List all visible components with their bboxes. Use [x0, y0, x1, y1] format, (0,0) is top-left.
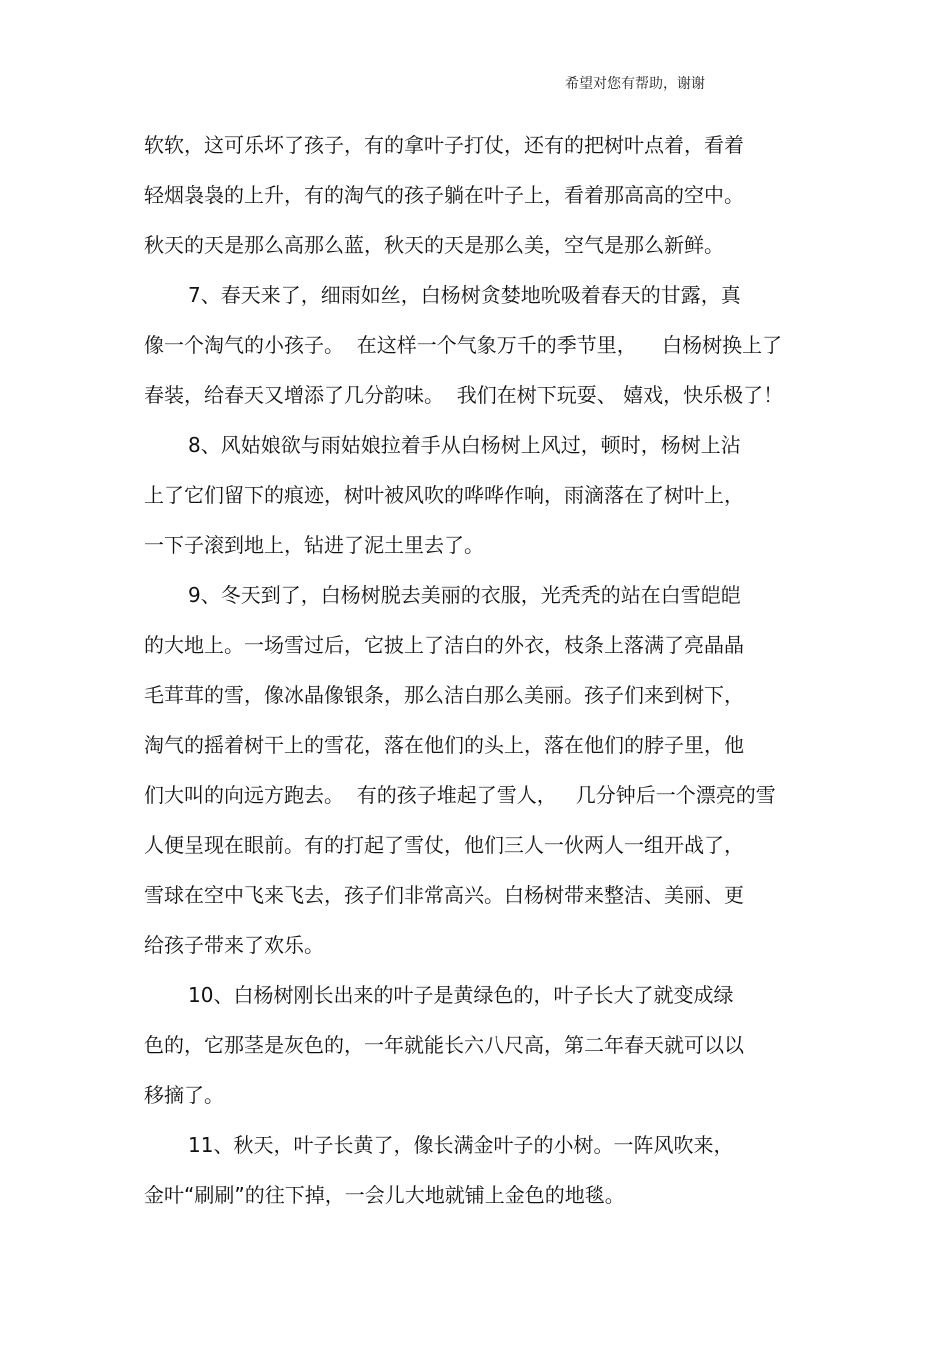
text-line: 像一个淘气的小孩子。 在这样一个气象万千的季节里， 白杨树换上了 — [144, 333, 783, 357]
text-line: 7、春天来了，细雨如丝，白杨树贪婪地吮吸着春天的甘露，真 — [188, 283, 741, 307]
page-header-note: 希望对您有帮助，谢谢 — [565, 76, 705, 92]
text-line: 一下子滚到地上，钻进了泥土里去了。 — [144, 533, 484, 557]
text-line: 的大地上。一场雪过后，它披上了洁白的外衣，枝条上落满了亮晶晶 — [144, 633, 744, 657]
text-line: 淘气的摇着树干上的雪花，落在他们的头上，落在他们的脖子里，他 — [144, 733, 744, 757]
paragraph-11 — [144, 1120, 804, 1220]
text-line: 9、冬天到了，白杨树脱去美丽的衣服，光秃秃的站在白雪皑皑 — [188, 583, 741, 607]
text-line: 10、白杨树刚长出来的叶子是黄绿色的，叶子长大了就变成绿 — [188, 983, 734, 1007]
text-line: 春装，给春天又增添了几分韵味。 我们在树下玩耍、 嬉戏，快乐极了！ — [144, 383, 784, 407]
text-line: 移摘了。 — [144, 1083, 224, 1107]
paragraph-7 — [144, 270, 804, 420]
text-line: 人便呈现在眼前。有的打起了雪仗，他们三人一伙两人一组开战了， — [144, 833, 744, 857]
document-body — [144, 120, 804, 1220]
paragraph-continuation — [144, 120, 804, 270]
text-line: 秋天的天是那么高那么蓝，秋天的天是那么美，空气是那么新鲜。 — [144, 233, 724, 257]
text-line: 11、秋天，叶子长黄了，像长满金叶子的小树。一阵风吹来， — [188, 1133, 734, 1157]
text-line: 色的，它那茎是灰色的，一年就能长六八尺高，第二年春天就可以以 — [144, 1033, 744, 1057]
text-line: 软软，这可乐坏了孩子，有的拿叶子打仗，还有的把树叶点着，看着 — [144, 133, 744, 157]
text-line: 上了它们留下的痕迹，树叶被风吹的哗哗作响，雨滴落在了树叶上， — [144, 483, 744, 507]
paragraph-8 — [144, 420, 804, 570]
text-line: 轻烟袅袅的上升，有的淘气的孩子躺在叶子上，看着那高高的空中。 — [144, 183, 744, 207]
text-line: 金叶“刷刷”的往下掉，一会儿大地就铺上金色的地毯。 — [144, 1183, 625, 1207]
text-line: 8、风姑娘欲与雨姑娘拉着手从白杨树上风过，顿时，杨树上沾 — [188, 433, 741, 457]
text-line: 给孩子带来了欢乐。 — [144, 933, 324, 957]
paragraph-9 — [144, 570, 804, 970]
text-line: 雪球在空中飞来飞去，孩子们非常高兴。白杨树带来整洁、美丽、更 — [144, 883, 744, 907]
paragraph-10 — [144, 970, 804, 1120]
text-line: 们大叫的向远方跑去。 有的孩子堆起了雪人， 几分钟后一个漂亮的雪 — [144, 783, 776, 807]
text-line: 毛茸茸的雪，像冰晶像银条，那么洁白那么美丽。孩子们来到树下， — [144, 683, 744, 707]
